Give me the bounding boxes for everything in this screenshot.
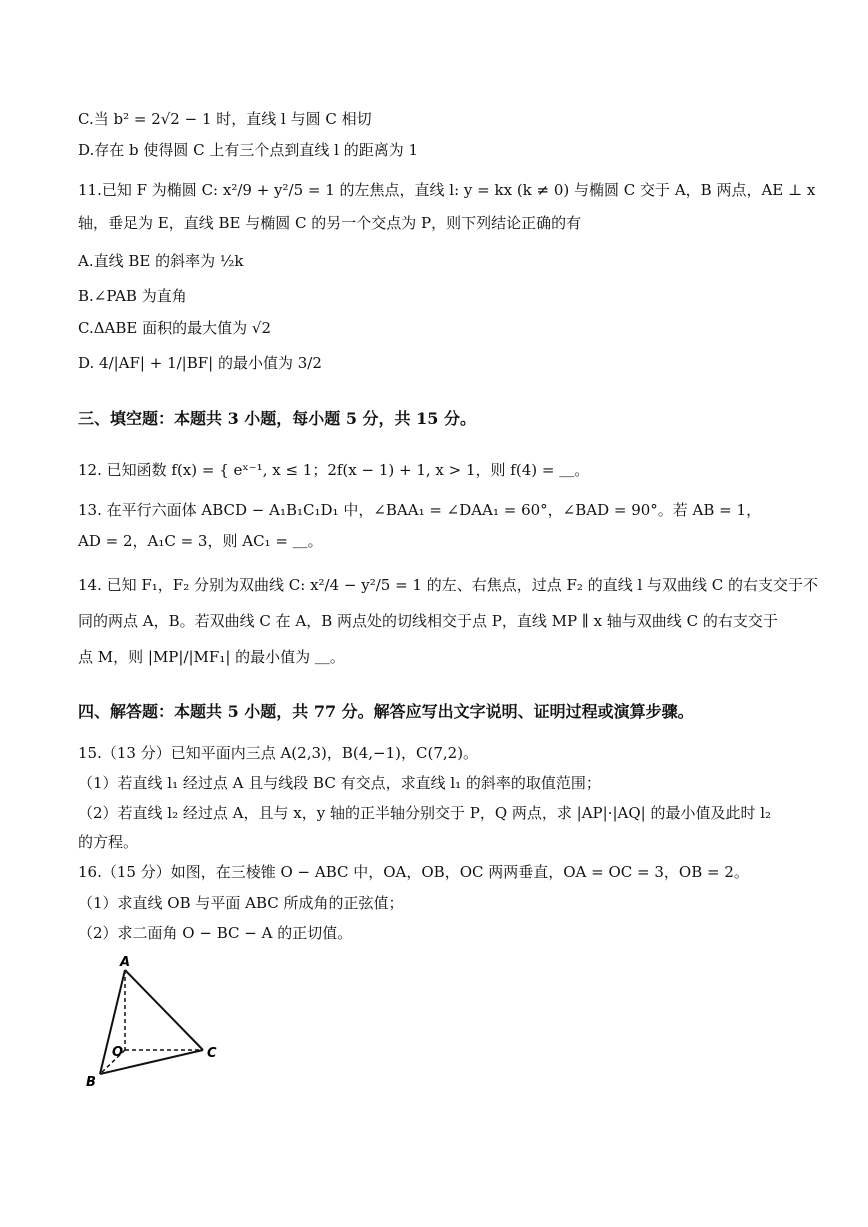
q11-stem-line-1: 11.已知 F 为椭圆 C: x²/9 + y²/5 = 1 的左焦点，直线 l: y = kx (k ≠ 0) 与椭圆 C 交于 A，B 两点，AE ⊥ x [78, 181, 816, 199]
tetrahedron-figure [78, 952, 238, 1092]
label-b: B [86, 1075, 96, 1090]
q15-part-2-line-2: 的方程。 [78, 833, 139, 851]
label-o: O [112, 1045, 124, 1060]
tetrahedron-diagram [78, 952, 238, 1092]
q11-option-c: C.ΔABE 面积的最大值为 √2 [78, 319, 271, 337]
q15-part-1: （1）若直线 l₁ 经过点 A 且与线段 BC 有交点，求直线 l₁ 的斜率的取值范围； [78, 774, 601, 792]
q16-part-2: （2）求二面角 O − BC − A 的正切值。 [78, 924, 353, 942]
q14-line-3: 点 M，则 |MP|/|MF₁| 的最小值为 ＿。 [78, 648, 345, 666]
q11-option-d: D. 4/|AF| + 1/|BF| 的最小值为 3/2 [78, 354, 322, 372]
q10-option-c: C.当 b² = 2√2 − 1 时，直线 l 与圆 C 相切 [78, 110, 372, 128]
q16-stem: 16.（15 分）如图，在三棱锥 O − ABC 中，OA，OB，OC 两两垂直，OA = OC = 3，OB = 2。 [78, 863, 749, 881]
label-a: A [120, 955, 131, 970]
q11-stem-line-2: 轴，垂足为 E，直线 BE 与椭圆 C 的另一个交点为 P，则下列结论正确的有 [78, 214, 582, 232]
q11-option-a: A.直线 BE 的斜率为 ½k [78, 252, 244, 270]
q13-line-1: 13. 在平行六面体 ABCD − A₁B₁C₁D₁ 中，∠BAA₁ = ∠DAA₁ = 60°，∠BAD = 90°。若 AB = 1， [78, 501, 762, 519]
section-3-title: 三、填空题：本题共 3 小题，每小题 5 分，共 15 分。 [78, 409, 476, 428]
q13-line-2: AD = 2，A₁C = 3，则 AC₁ = ＿。 [78, 532, 323, 550]
q12-text: 12. 已知函数 f(x) = { eˣ⁻¹, x ≤ 1；2f(x − 1) + 1, x > 1，则 f(4) = ＿。 [78, 461, 590, 479]
q14-line-1: 14. 已知 F₁，F₂ 分别为双曲线 C: x²/4 − y²/5 = 1 的左、右焦点，过点 F₂ 的直线 l 与双曲线 C 的右支交于不 [78, 576, 819, 594]
q16-part-1: （1）求直线 OB 与平面 ABC 所成角的正弦值； [78, 894, 404, 912]
q10-option-d: D.存在 b 使得圆 C 上有三个点到直线 l 的距离为 1 [78, 141, 419, 159]
q11-option-b: B.∠PAB 为直角 [78, 287, 187, 305]
q14-line-2: 同的两点 A，B。若双曲线 C 在 A，B 两点处的切线相交于点 P，直线 MP ∥ x 轴与双曲线 C 的右支交于 [78, 612, 778, 630]
section-4-title: 四、解答题：本题共 5 小题，共 77 分。解答应写出文字说明、证明过程或演算步骤。 [78, 702, 694, 721]
label-c: C [207, 1046, 217, 1061]
q15-part-2-line-1: （2）若直线 l₂ 经过点 A，且与 x，y 轴的正半轴分别交于 P，Q 两点，求 |AP|·|AQ| 的最小值及此时 l₂ [78, 804, 772, 822]
q15-stem: 15.（13 分）已知平面内三点 A(2,3)，B(4,−1)，C(7,2)。 [78, 744, 479, 762]
edge-ac [125, 970, 203, 1050]
